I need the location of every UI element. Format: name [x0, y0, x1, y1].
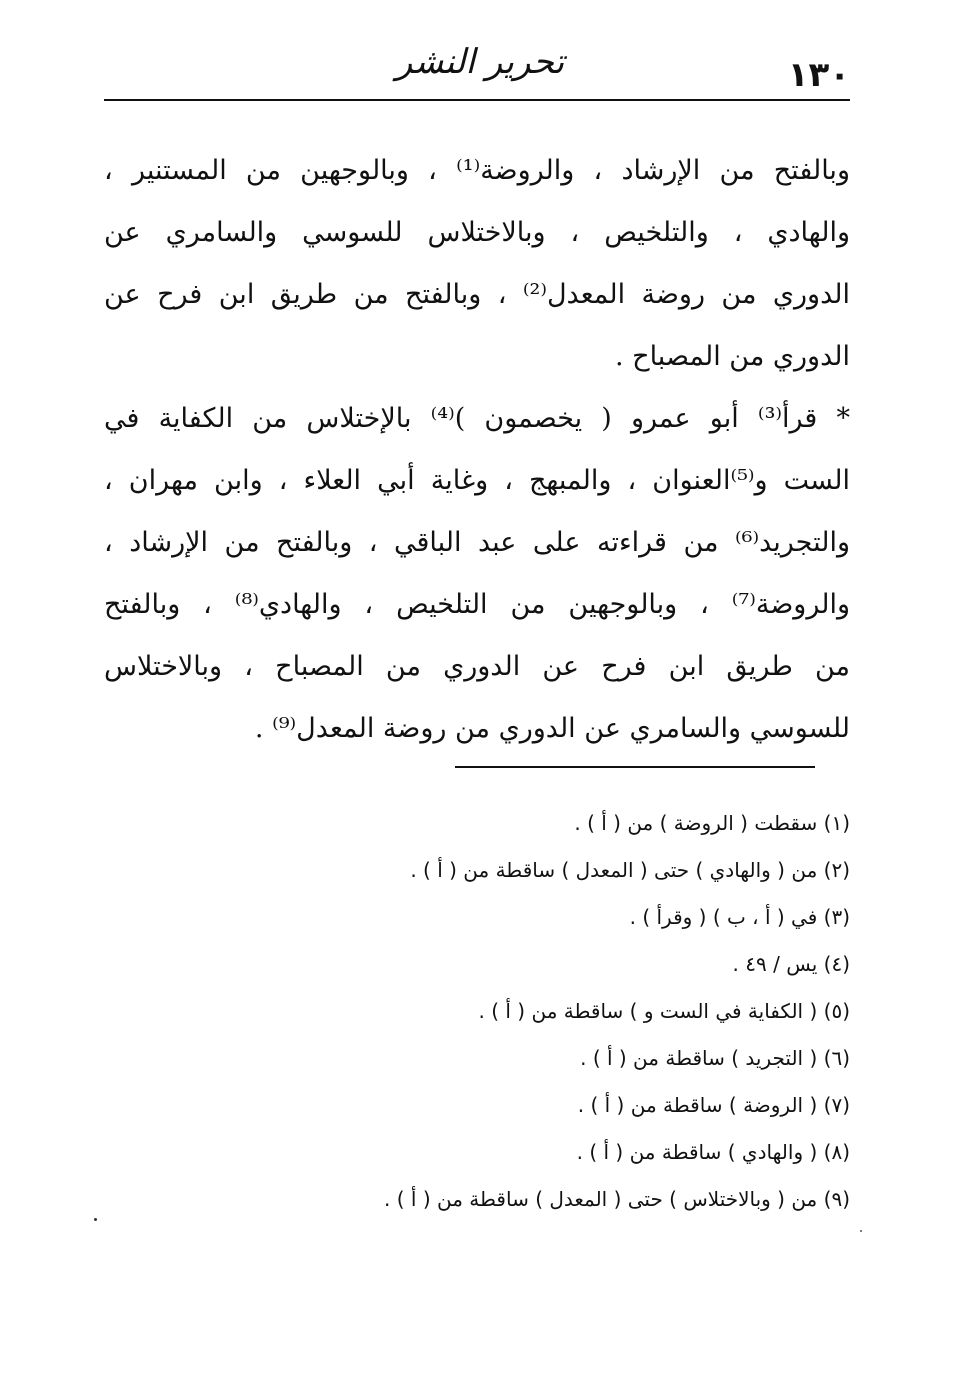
footnote: (٢) من ( والهادي ) حتى ( المعدل ) ساقطة من ( أ ) . [410, 858, 850, 882]
body-line: والتجريد⁽⁶⁾ من قراءته على عبد الباقي ، وبالفتح من الإرشاد ، [104, 527, 850, 558]
body-line: والروضة⁽⁷⁾ ، وبالوجهين من التلخيص ، والهادي⁽⁸⁾ ، وبالفتح [104, 589, 850, 620]
footnote: (٩) من ( وبالاختلاس ) حتى ( المعدل ) ساقطة من ( أ ) . [384, 1187, 850, 1211]
footnote: (٤) يس / ٤٩ . [732, 952, 850, 976]
body-line: الدوري من المصباح . [614, 341, 850, 372]
body-line: من طريق ابن فرح عن الدوري من المصباح ، وبالاختلاس [104, 651, 850, 682]
body-line: * قرأ⁽³⁾ أبو عمرو ( يخصمون )⁽⁴⁾ بالإختلاس من الكفاية في [104, 403, 850, 434]
footnote: (٨) ( والهادي ) ساقطة من ( أ ) . [576, 1140, 850, 1164]
footnote: (٧) ( الروضة ) ساقطة من ( أ ) . [577, 1093, 850, 1117]
footnote-divider [455, 766, 815, 768]
footnote: (١) سقطت ( الروضة ) من ( أ ) . [574, 811, 850, 835]
body-text [104, 140, 850, 760]
header-rule [104, 99, 850, 101]
running-title: تحرير النشر [395, 42, 565, 82]
footnote: (٦) ( التجريد ) ساقطة من ( أ ) . [580, 1046, 850, 1070]
footnotes [104, 800, 850, 1223]
body-line: وبالفتح من الإرشاد ، والروضة⁽¹⁾ ، وبالوجهين من المستنير ، [104, 155, 850, 186]
body-line: والهادي ، والتلخيص ، وبالاختلاس للسوسي والسامري عن [104, 217, 850, 248]
body-line: الدوري من روضة المعدل⁽²⁾ ، وبالفتح من طريق ابن فرح عن [104, 279, 850, 310]
body-line: الست و⁽⁵⁾العنوان ، والمبهج ، وغاية أبي العلاء ، وابن مهران ، [104, 465, 850, 496]
body-line: للسوسي والسامري عن الدوري من روضة المعدل⁽⁹⁾ . [254, 713, 850, 744]
scan-speck [94, 1218, 97, 1221]
scan-speck [860, 1230, 862, 1232]
page-number: ١٣٠ [787, 55, 850, 95]
footnote: (٣) في ( أ ، ب ) ( وقرأ ) . [629, 905, 850, 929]
footnote: (٥) ( الكفاية في الست و ) ساقطة من ( أ ) . [478, 999, 850, 1023]
